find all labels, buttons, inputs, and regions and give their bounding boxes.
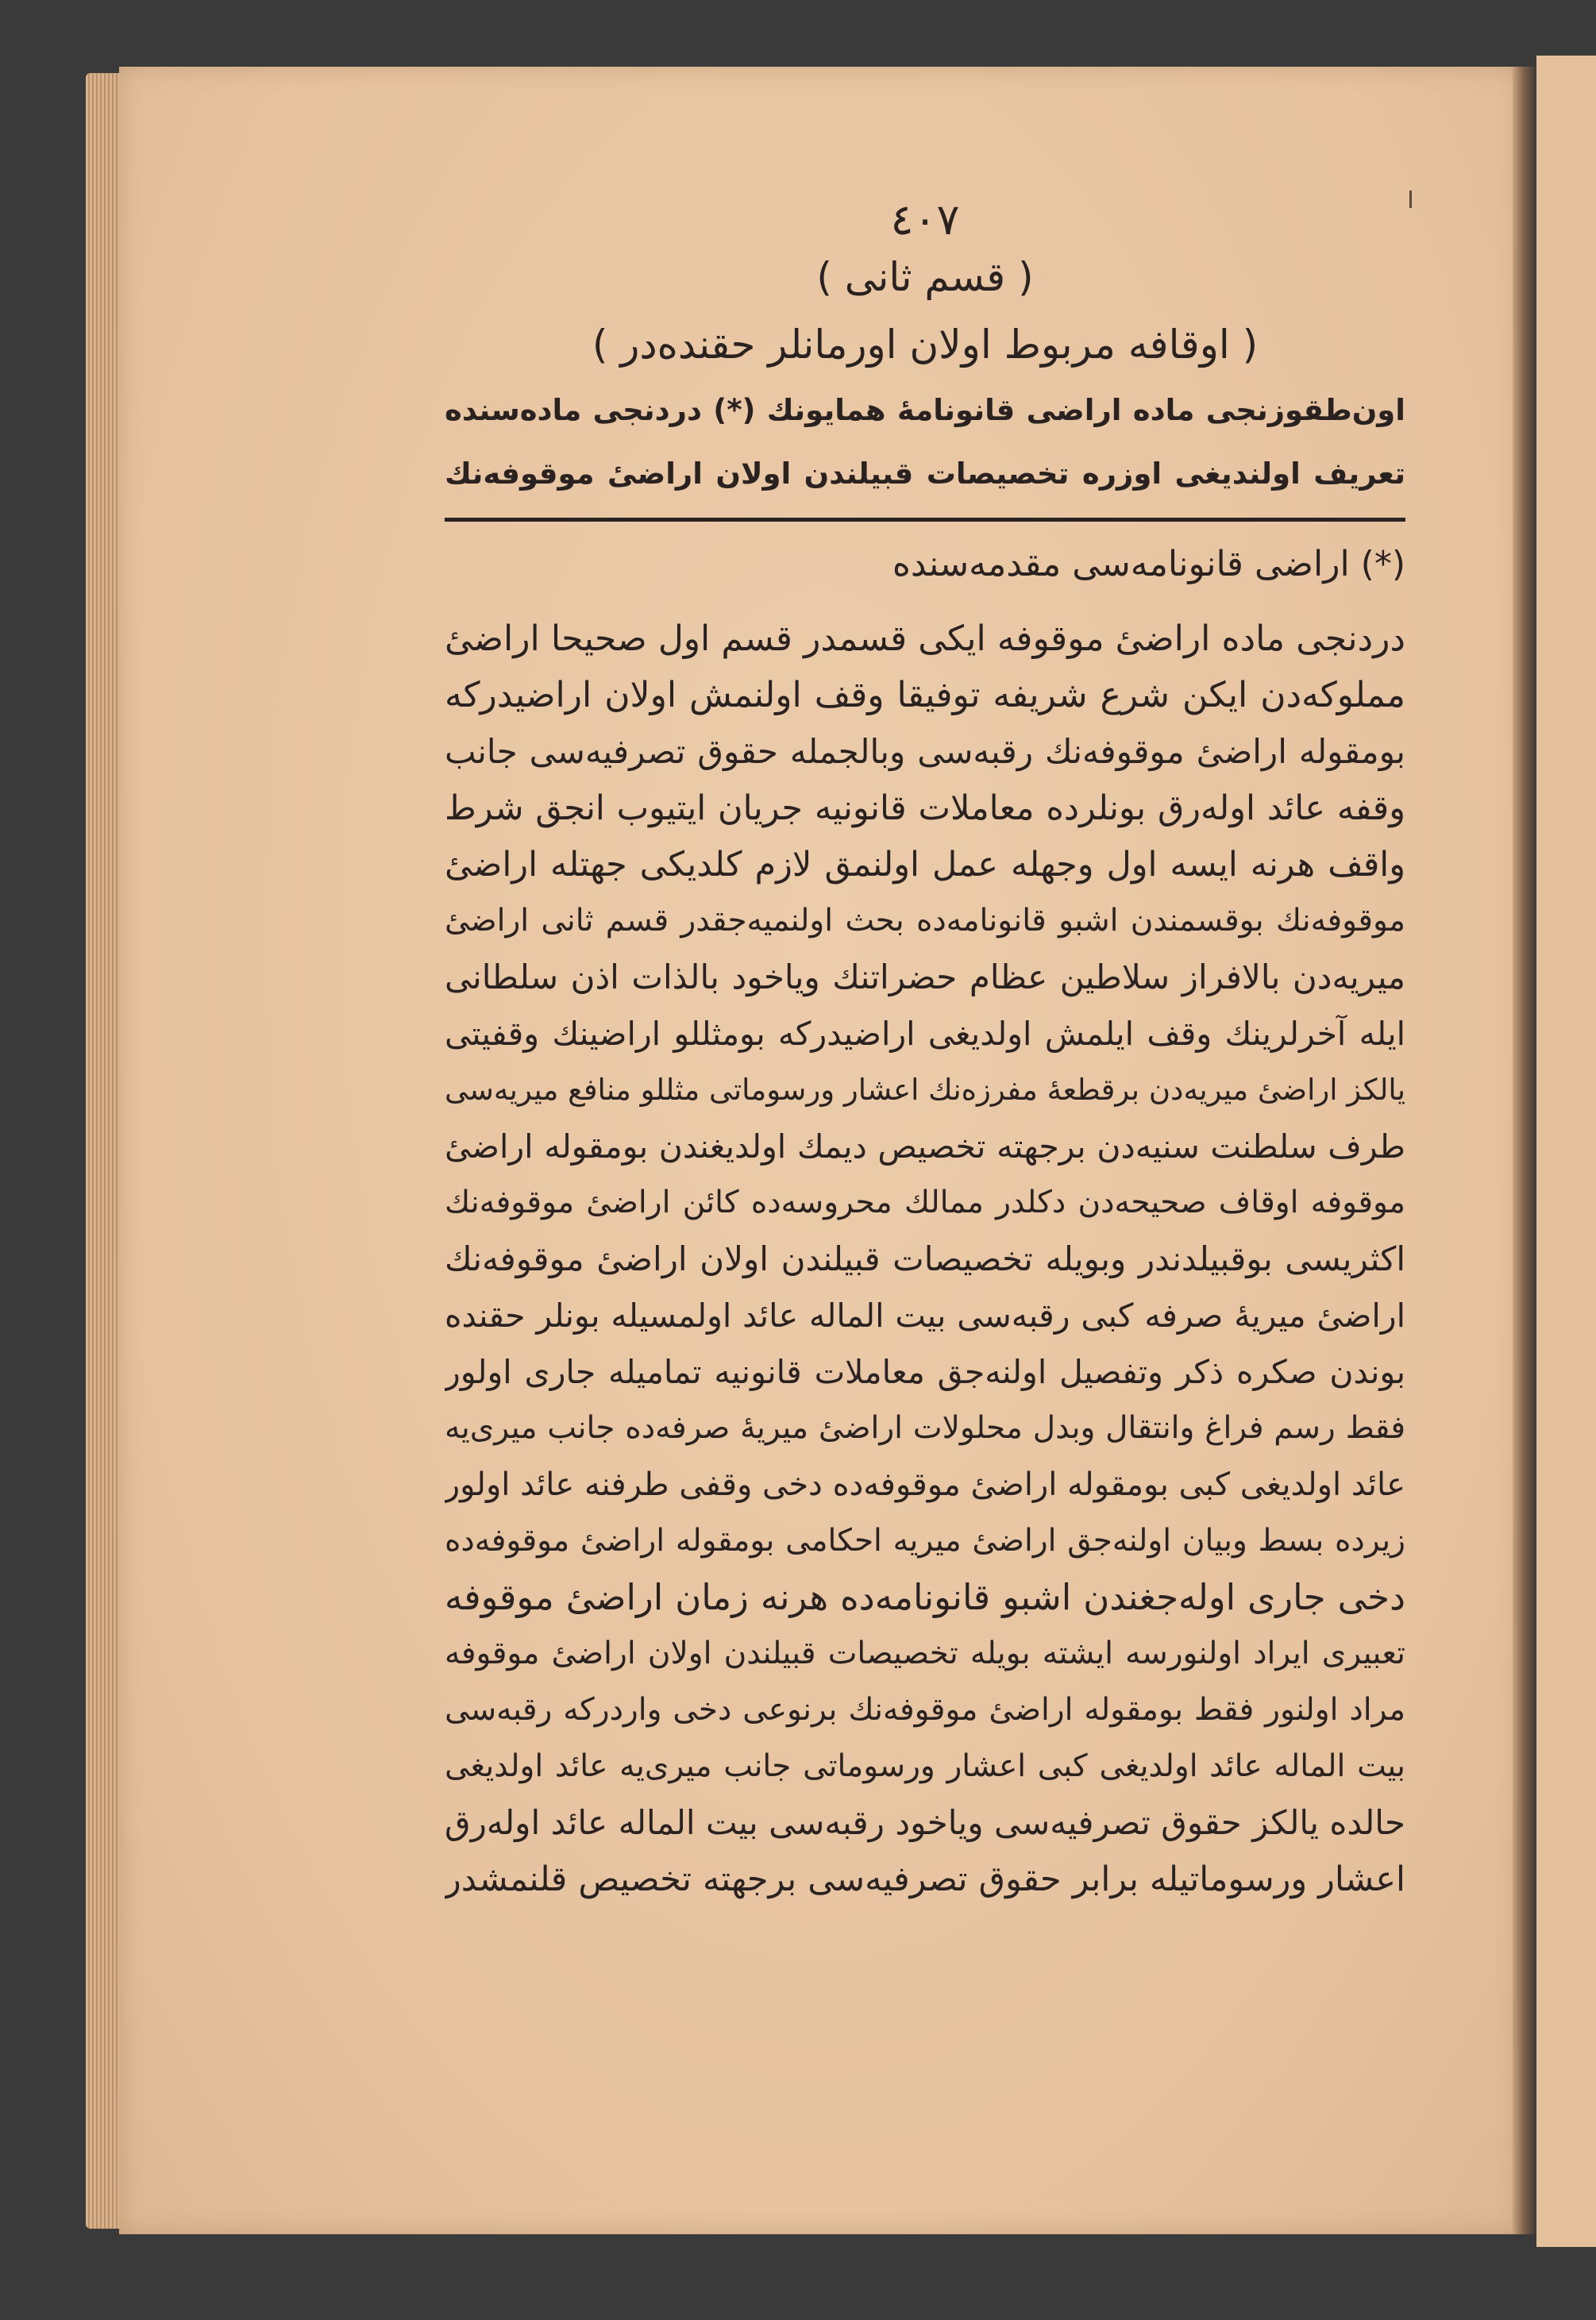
body-text-line: مراد اولنور فقط بومقوله اراضیٔ موقوفه‌نك برنوعی دخی واردرکه رقبه‌سی (445, 1692, 1405, 1728)
body-text-line: بوندن صکره ذکر وتفصیل اولنه‌جق معاملات قانونیه تمامیله جاری اولور (445, 1353, 1405, 1391)
body-text-line: طرف سلطنت سنیه‌دن برجهته تخصیص دیمك اولدیغندن بومقوله اراضیٔ (445, 1127, 1405, 1166)
body-text-line: یالکز اراضیٔ میریه‌دن برقطعهٔ مفرزه‌نك اعشار ورسوماتی مثللو منافع میریه‌سی (445, 1073, 1405, 1107)
body-text-line: موقوفه‌نك بوقسمندن اشبو قانونامه‌ده بحث اولنمیه‌جقدر قسم ثانی اراضیٔ (445, 903, 1405, 938)
article-heading-line: تعریف اولندیغی اوزره تخصیصات قبیلندن اولان اراضیٔ موقوفه‌نك (445, 457, 1405, 491)
footnote: (*) اراضی قانونامه‌سی مقدمه‌سنده (892, 544, 1405, 584)
body-text-line: بومقوله اراضیٔ موقوفه‌نك رقبه‌سی وبالجمله حقوق تصرفیه‌سی جانب (445, 732, 1405, 771)
body-text-line: وقفه عائد اوله‌رق بونلرده معاملات قانونیه جریان ایتیوب انجق شرط (445, 788, 1405, 828)
body-text-line: موقوفه اوقاف صحیحه‌دن دکلدر ممالك محروسه‌ده کائن اراضیٔ موقوفه‌نك (445, 1185, 1405, 1220)
body-text-line: دردنجی ماده اراضیٔ موقوفه ایکی قسمدر قسم اول صحیحا اراضیٔ (445, 619, 1405, 659)
adjacent-page-edge (1536, 56, 1596, 2247)
page-number: ٤٠٧ (890, 195, 960, 245)
body-text-line: حالده یالکز حقوق تصرفیه‌سی ویاخود رقبه‌سی بیت الماله عائد اوله‌رق (445, 1803, 1405, 1842)
book-gutter (1513, 67, 1536, 2234)
body-text-line: فقط رسم فراغ وانتقال وبدل محلولات اراضیٔ میریهٔ صرفه‌ده جانب میری‌یه (445, 1410, 1405, 1446)
body-text-line: اکثریسی بوقبیلدندر وبویله تخصیصات قبیلندن اولان اراضیٔ موقوفه‌نك (445, 1239, 1405, 1278)
body-text-line: اعشار ورسوماتیله برابر حقوق تصرفیه‌سی برجهته تخصیص قلنمشدر (445, 1859, 1405, 1899)
body-text-line: میریه‌دن بالافراز سلاطین عظام حضراتنك ویاخود بالذات اذن سلطانی (445, 958, 1405, 996)
body-text-line: واقف هرنه ایسه اول وجهله عمل اولنمق لازم کلدیکی جهتله اراضیٔ (445, 845, 1405, 884)
body-text-line: بیت الماله عائد اولدیغی کبی اعشار ورسوماتی جانب میری‌یه عائد اولدیغی (445, 1748, 1405, 1784)
body-text-line: اراضیٔ میریهٔ صرفه کبی رقبه‌سی بیت الماله عائد اولمسیله بونلر حقنده (445, 1297, 1405, 1335)
body-text-line: تعبیری ایراد اولنورسه ایشته بویله تخصیصات قبیلندن اولان اراضیٔ موقوفه (445, 1636, 1405, 1671)
body-text-line: دخی جاری اوله‌جغندن اشبو قانونامه‌ده هرنه زمان اراضیٔ موقوفه (445, 1576, 1405, 1618)
heading-rule (445, 518, 1405, 522)
body-text-line: زیرده بسط وبیان اولنه‌جق اراضیٔ میریه احکامی بومقوله اراضیٔ موقوفه‌ده (445, 1523, 1405, 1559)
article-heading-line: اون‌طقوزنجی ماده اراضی قانونامهٔ همایونك (*) دردنجی ماده‌سنده (445, 393, 1405, 427)
body-text-line: ایله آخرلرینك وقف ایلمش اولدیغی اراضیدرکه بومثللو اراضینك وقفیتی (445, 1015, 1405, 1053)
body-text-line: مملوکه‌دن ایکن شرع شریفه توفیقا وقف اولنمش اولان اراضیدرکه (445, 675, 1405, 715)
margin-mark (1409, 191, 1412, 208)
section-subtitle: ( اوقافه مربوط اولان اورمانلر حقنده‌در ) (592, 322, 1259, 368)
section-title: ( قسم ثانی ) (816, 254, 1034, 300)
body-text-line: عائد اولدیغی کبی بومقوله اراضیٔ موقوفه‌ده دخی وقفی طرفنه عائد اولور (445, 1466, 1405, 1503)
